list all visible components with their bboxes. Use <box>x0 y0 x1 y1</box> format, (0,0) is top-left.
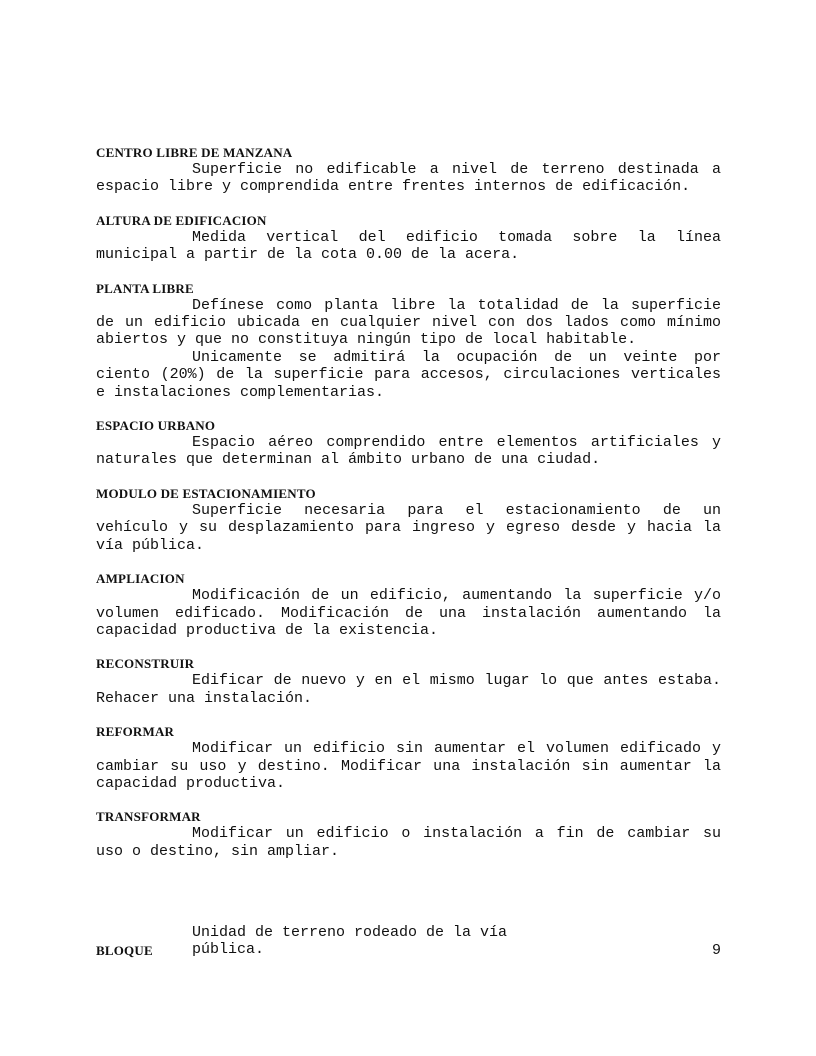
definition-paragraph: Unicamente se admitirá la ocupación de un veinte por ciento (20%) de la superficie para accesos, circulaciones verticales e instalaciones complementarias. <box>96 348 721 401</box>
entry-transformar <box>96 809 721 860</box>
entry-reformar <box>96 724 721 792</box>
term-heading: BLOQUE <box>96 943 153 958</box>
definition-paragraph: Modificar un edificio sin aumentar el volumen edificado y cambiar su uso y destino. Modificar una instalación sin aumentar la capacidad productiva. <box>96 740 721 792</box>
term-heading: AMPLIACION <box>96 571 185 587</box>
definition-paragraph: Modificar un edificio o instalación a fin de cambiar su uso o destino, sin ampliar. <box>96 825 721 860</box>
definition-paragraph: Superficie no edificable a nivel de terreno destinada a espacio libre y comprendida entre frentes internos de edificación. <box>96 161 721 196</box>
term-heading: REFORMAR <box>96 724 175 740</box>
term-heading: RECONSTRUIR <box>96 656 195 672</box>
definition-paragraph: Espacio aéreo comprendido entre elementos artificiales y naturales que determinan al ámbito urbano de una ciudad. <box>96 434 721 469</box>
entry-reconstruir <box>96 656 721 707</box>
term-heading: PLANTA LIBRE <box>96 280 194 296</box>
entry-altura-de-edificacion <box>96 213 721 264</box>
definition-paragraph: Medida vertical del edificio tomada sobre la línea municipal a partir de la cota 0.00 de la acera. <box>96 228 721 264</box>
entry-modulo-de-estacionamiento <box>96 486 721 554</box>
definition-paragraph: Modificación de un edificio, aumentando la superficie y/o volumen edificado. Modificación de una instalación aumentando la capacidad productiva de la existencia. <box>96 587 721 639</box>
definition-paragraph: Superficie necesaria para el estacionamiento de un vehículo y su desplazamiento para ingreso y egreso desde y hacia la vía pública. <box>96 501 721 554</box>
term-heading: TRANSFORMAR <box>96 809 201 825</box>
term-heading: ESPACIO URBANO <box>96 418 216 434</box>
page-number: 9 <box>711 942 721 959</box>
entry-ampliacion <box>96 571 721 639</box>
entry-planta-libre <box>96 281 721 401</box>
entry-centro-libre-de-manzana <box>96 145 721 196</box>
definition-paragraph: Defínese como planta libre la totalidad de la superficie de un edificio ubicada en cualquier nivel con dos lados como mínimo abiertos y que no constituya ningún tipo de local habitable. <box>96 296 721 349</box>
term-heading: CENTRO LIBRE DE MANZANA <box>96 145 293 160</box>
entry-espacio-urbano <box>96 418 721 469</box>
term-heading: ALTURA DE EDIFICACION <box>96 212 267 228</box>
definition-paragraph: Edificar de nuevo y en el mismo lugar lo que antes estaba. Rehacer una instalación. <box>96 672 721 707</box>
document-body <box>96 145 721 877</box>
definition-paragraph: Unidad de terreno rodeado de la vía pública. <box>192 924 508 959</box>
entry-bloque <box>96 924 721 960</box>
term-heading: MODULO DE ESTACIONAMIENTO <box>96 485 316 501</box>
